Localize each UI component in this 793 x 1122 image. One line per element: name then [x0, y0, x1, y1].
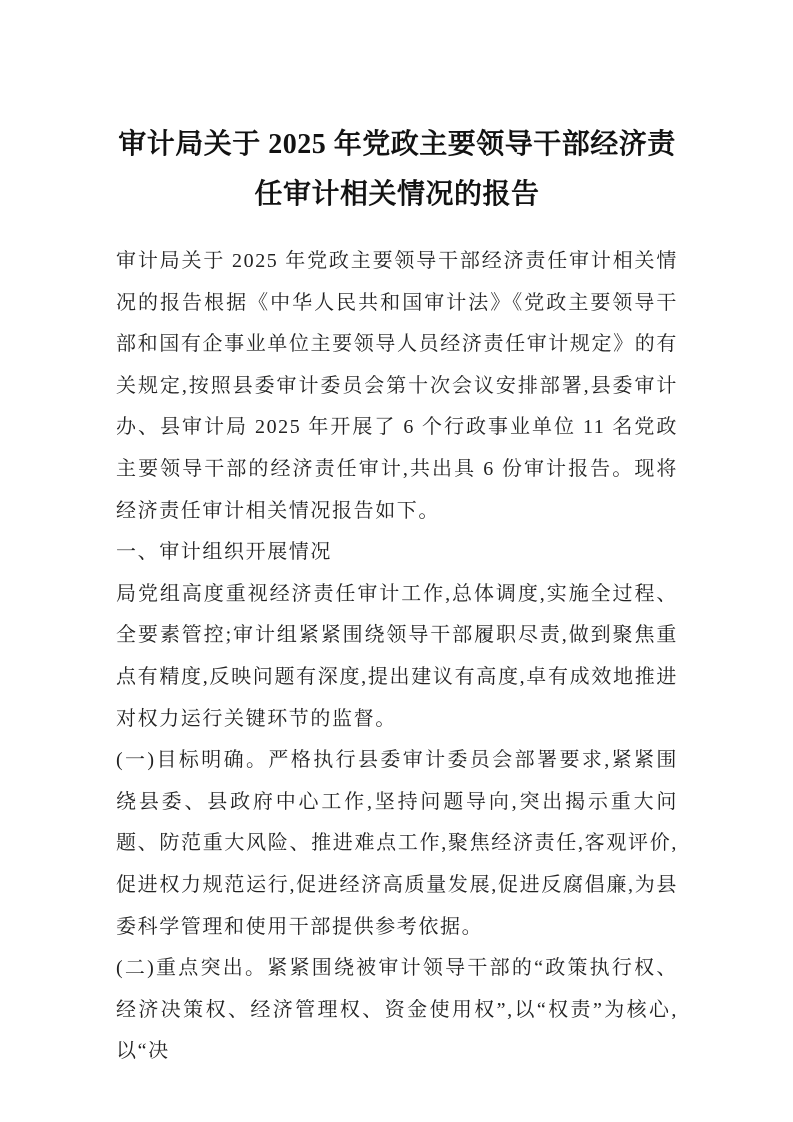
section-heading-1: 一、审计组织开展情况: [116, 541, 332, 564]
section1-overview-paragraph: 局党组高度重视经济责任审计工作,总体调度,实施全过程、全要素管控;审计组紧紧围绕领导干部履职尽责,做到聚焦重点有精度,反映问题有深度,提出建议有高度,卓有成效地推进对权力运行关键环节的监督。: [116, 582, 678, 730]
intro-paragraph: 审计局关于 2025 年党政主要领导干部经济责任审计相关情况的报告根据《中华人民共和国审计法》《党政主要领导干部和国有企事业单位主要领导人员经济责任审计规定》的有关规定,按照县委审计委员会第十次会议安排部署,县委审计办、县审计局 2025 年开展了 6 个行政事业单位 11 名党政主要领导干部的经济责任审计,共出具 6 份审计报告。现将经济责任审计相关情况报告如下。: [116, 250, 678, 522]
document-title: 审计局关于 2025 年党政主要领导干部经济责任审计相关情况的报告: [118, 129, 676, 210]
item2-paragraph: (二)重点突出。紧紧围绕被审计领导干部的“政策执行权、经济决策权、经济管理权、资金使用权”,以“权责”为核心,以“决: [116, 957, 678, 1063]
item1-paragraph: (一)目标明确。严格执行县委审计委员会部署要求,紧紧围绕县委、县政府中心工作,坚持问题导向,突出揭示重大问题、防范重大风险、推进难点工作,聚焦经济责任,客观评价,促进权力规范运行,促进经济高质量发展,促进反腐倡廉,为县委科学管理和使用干部提供参考依据。: [116, 749, 678, 938]
